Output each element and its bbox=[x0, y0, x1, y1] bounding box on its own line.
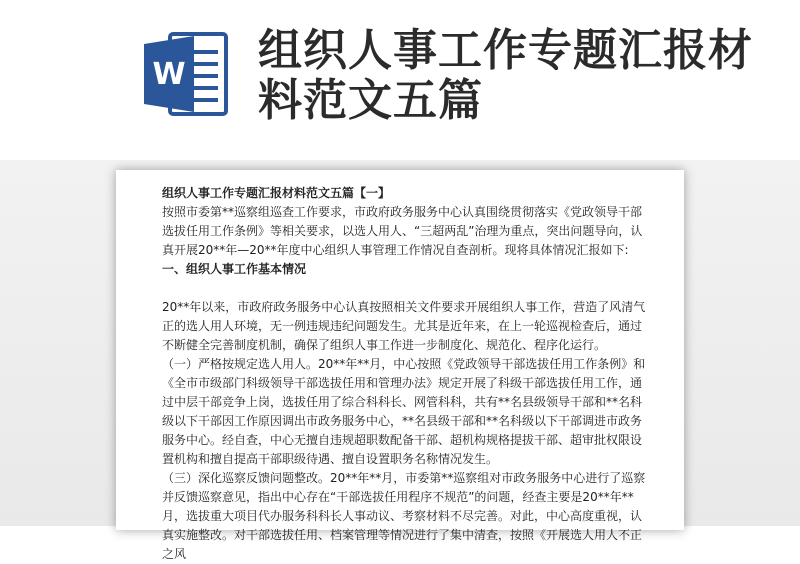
paragraph-rectification: （三）深化巡察反馈问题整改。20**年**月，市委第**巡察组对市政务服务中心进行了巡察并反馈巡察意见，指出中心存在“干部选拔任用程序不规范”的问题，经查主要是20**年**月，选拔重大项目代办服务科科长人事动议、考察材料不尽完善。对此，中心高度重视，认真实施整改。对干部选拔任用、档案管理等情况进行了集中清查，按照《开展选人用人不正之风 bbox=[162, 471, 646, 561]
document-page bbox=[116, 170, 684, 561]
header bbox=[0, 0, 800, 175]
word-document-icon bbox=[140, 28, 232, 120]
heading-basic-situation: 一、组织人事工作基本情况 bbox=[162, 262, 307, 276]
intro-paragraph: 按照市委第**巡察组巡查工作要求，市政府政务服务中心认真围绕贯彻落实《党政领导干部选拔任用工作条例》等相关要求，以选人用人、“三超两乱”治理为重点，突出问题导向，认真开展20**年—20**年度中心组织人事管理工作情况自查剖析。现将具体情况汇报如下: bbox=[162, 205, 643, 257]
paragraph-selection: （一）严格按规定选人用人。20**年**月，中心按照《党政领导干部选拔任用工作条例》和《全市市级部门科级领导干部选拔任用和管理办法》规定开展了科级干部选拔任用工作，通过中层干部竞争上岗，选拔任用了综合科科长、网管科科，共有**名县级领导干部和**名科级以下干部因工作原因调出市政务服务中心，**名县级干部和**名科级以下干部调进市政务服务中心。经自查，中心无擅自违规超职数配备干部、超机构规格提拔干部、超审批权限设置机构和擅自提高干部职级待遇、擅自设置职务名称情况发生。 bbox=[162, 357, 646, 466]
word-icon-letter: W bbox=[152, 57, 186, 92]
section-title: 组织人事工作专题汇报材料范文五篇【一】 bbox=[162, 186, 391, 200]
paragraph-overview: 20**年以来，市政府政务服务中心认真按照相关文件要求开展组织人事工作，营造了风清气正的选人用人环境，无一例违规违纪问题发生。尤其是近年来，在上一轮巡视检查后，通过不断健全完善制度机制，确保了组织人事工作进一步制度化、规范化、程序化运行。 bbox=[162, 300, 646, 352]
blank-line bbox=[162, 279, 646, 298]
page-title: 组织人事工作专题汇报材料范文五篇 bbox=[258, 25, 753, 126]
document-body bbox=[162, 184, 646, 564]
